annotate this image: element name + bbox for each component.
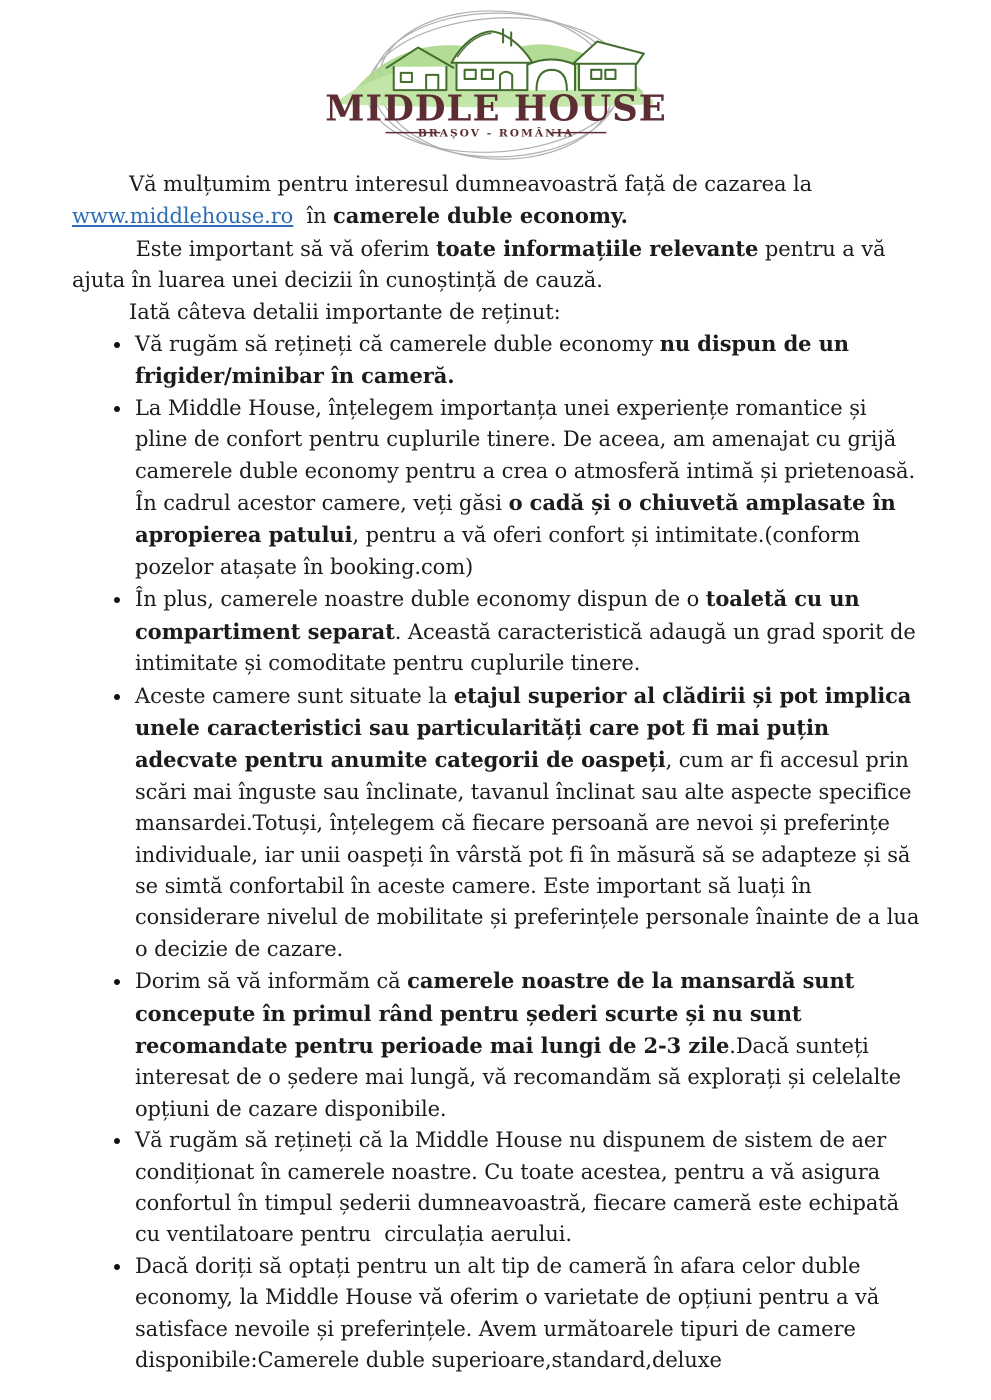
logo-subtitle: BRAȘOV - ROMÂNIA (417, 126, 574, 140)
paragraph-thanks (72, 169, 924, 233)
bold-text-segment: camerele noastre de la mansardă sunt concepute în primul rând pentru șederi scurte și nu sunt recomandate pentru perioade mai lungi de 2-3 zile (135, 968, 862, 1058)
middle-house-logo (326, 4, 666, 164)
text-segment: , pentru a vă oferi confort și intimitate.(conform pozelor atașate în booking.com) (135, 523, 867, 579)
bullet-item-separate-toilet (133, 583, 924, 679)
text-segment: , cum ar fi accesul prin scări mai înguste sau înclinate, tavanul înclinat sau alte aspecte specifice mansardei.Totuși, înțelegem că fiecare persoană are nevoi și preferințe individuale, iar unii oaspeți în vârstă pot fi în măsură să se adapteze și să se simtă confortabil în aceste camere. Este important să luați în considerare nivelul de mobilitate și preferințele personale înainte de a lua o decizie de cazare. (135, 748, 926, 961)
bold-text-segment: nu dispun de un frigider/minibar în cameră. (135, 331, 857, 389)
text-segment: Vă rugăm să rețineți că la Middle House nu dispunem de sistem de aer condiționat în camerele noastre. Cu toate acestea, pentru a vă asigura confortul în timpul șederii dumneavoastră, fiecare cameră este echipată cu ventilatoare pentru circulația aerului. (135, 1128, 906, 1247)
text-segment: . Această caracteristică adaugă un grad sporit de intimitate și comoditate pentru cuplurile tinere. (135, 619, 923, 676)
text-segment: Vă rugăm să rețineți că camerele duble economy (135, 332, 660, 357)
bold-text-segment: etajul superior al clădirii și pot implica unele caracteristici sau particularități care pot fi mai puțin adecvate pentru anumite categorii de oaspeți (135, 682, 919, 773)
bullet-item-top-floor (133, 680, 924, 966)
text-segment: Iată câteva detalii importante de reținut: (129, 299, 561, 324)
document-body (72, 169, 924, 1376)
text-segment: Aceste camere sunt situate la (135, 683, 454, 708)
paragraph-important-info (72, 233, 924, 297)
text-segment: Dorim să vă informăm că (135, 969, 408, 994)
bullet-item-no-ac (133, 1125, 924, 1251)
bullet-item-short-stays (133, 965, 924, 1125)
text-segment: .Dacă sunteți interesat de o ședere mai lungă, vă recomandăm să explorați și celelalte opțiuni de cazare disponibile. (135, 1033, 908, 1121)
paragraph-details-intro (72, 297, 924, 328)
text-segment: Este important să vă oferim (129, 236, 436, 261)
text-segment: Vă mulțumim pentru interesul dumneavoastră față de cazarea la (129, 172, 819, 196)
text-segment: În plus, camerele noastre duble economy dispun de o (135, 587, 706, 612)
logo-title: MIDDLE HOUSE (325, 88, 666, 130)
text-segment: pentru a vă ajuta în luarea unei decizii în cunoștință de cauză. (72, 236, 892, 293)
bullet-item-no-minibar (133, 328, 924, 393)
website-link[interactable]: www.middlehouse.ro (72, 204, 294, 229)
text-segment: în (293, 204, 334, 229)
bold-text-segment: camerele duble economy. (333, 203, 628, 229)
text-segment: La Middle House, înțelegem importanța unei experiențe romantice și pline de confort pentru cuplurile tinere. De aceea, am amenajat cu grijă camerele duble economy pentru a crea o atmosferă intimă și prietenoasă. În cadrul acestor camere, veți găsi (135, 395, 922, 516)
bold-text-segment: toaletă cu un compartiment separat (135, 586, 867, 644)
bullet-item-romantic-setup (133, 393, 924, 583)
text-segment: Dacă doriți să optați pentru un alt tip de cameră în afara celor duble economy, la Middle House vă oferim o varietate de opțiuni pentru a vă satisface nevoile și preferințele. Avem următoarele tipuri de camere disponibile:Camerele duble superioare,standard,deluxe (135, 1253, 886, 1373)
bold-text-segment: toate informațiile relevante (436, 235, 759, 261)
logo-artwork (326, 4, 666, 164)
bold-text-segment: o cadă și o chiuvetă amplasate în apropierea patului (135, 490, 903, 548)
bullet-item-other-room-types (133, 1251, 924, 1377)
details-bullet-list (72, 328, 924, 1376)
